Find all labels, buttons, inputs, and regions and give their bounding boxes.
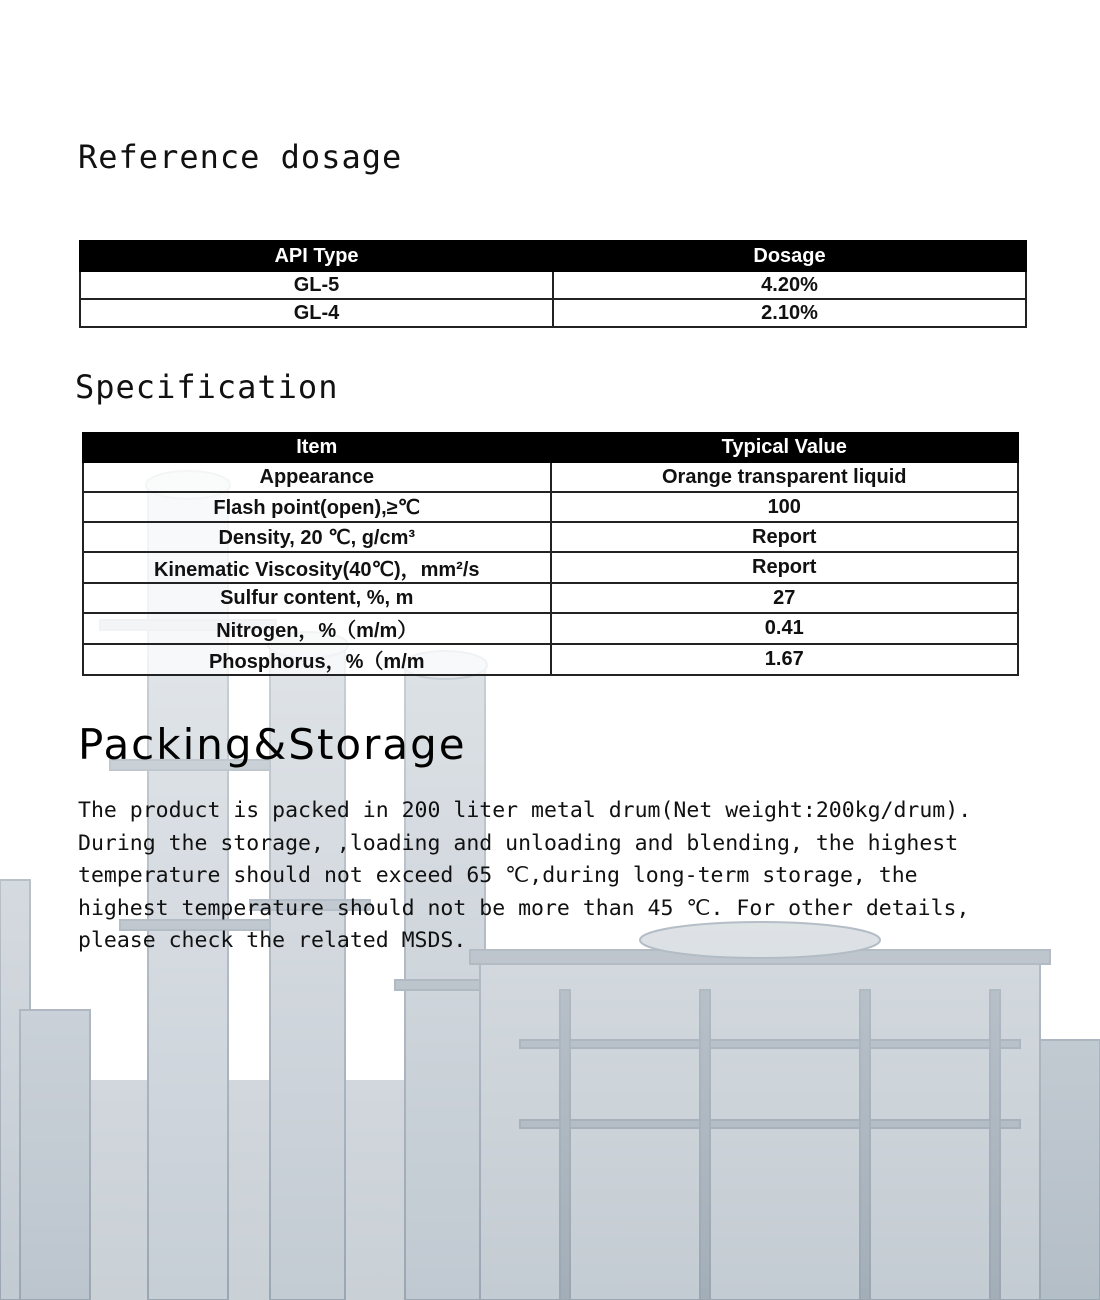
table-cell: Sulfur content, %, m [83,583,551,613]
table-cell: 27 [551,583,1019,613]
table-cell: Flash point(open),≥℃ [83,492,551,522]
column-header: Item [83,433,551,462]
table-cell: Phosphorus，%（m/m [83,644,551,675]
table-cell: 100 [551,492,1019,522]
table-cell: 1.67 [551,644,1019,675]
dosage-table [79,240,1027,328]
table-cell: Density, 20 ℃, g/cm³ [83,522,551,552]
table-row [83,462,1018,492]
column-header: API Type [80,241,553,271]
specification-table [82,432,1019,676]
table-cell: GL-4 [80,299,553,327]
table-cell: 4.20% [553,271,1026,299]
table-cell: GL-5 [80,271,553,299]
table-row [80,271,1026,299]
table-cell: Orange transparent liquid [551,462,1019,492]
table-row [83,613,1018,644]
table-row [83,522,1018,552]
table-cell: Kinematic Viscosity(40℃)，mm²/s [83,552,551,583]
table-cell: Report [551,552,1019,583]
packing-storage-heading: Packing&Storage [78,720,467,769]
table-cell: Nitrogen，%（m/m） [83,613,551,644]
table-row [83,644,1018,675]
column-header: Dosage [553,241,1026,271]
table-row [83,492,1018,522]
specification-heading: Specification [75,368,339,406]
reference-dosage-heading: Reference dosage [78,138,403,176]
table-cell: Report [551,522,1019,552]
table-row [83,552,1018,583]
packing-storage-text: The product is packed in 200 liter metal drum(Net weight:200kg/drum). During the storage, ,loading and unloading and blending, the highest temperature should not exceed 65 ℃,during long-term storage, the highest temperature should not be more than 45 ℃. For other details, please check the related MSDS. [78,798,972,954]
table-cell: Appearance [83,462,551,492]
spec-header-row [83,433,1018,462]
table-cell: 2.10% [553,299,1026,327]
column-header: Typical Value [551,433,1019,462]
table-row [83,583,1018,613]
table-row [80,299,1026,327]
dosage-header-row [80,241,1026,271]
table-cell: 0.41 [551,613,1019,644]
